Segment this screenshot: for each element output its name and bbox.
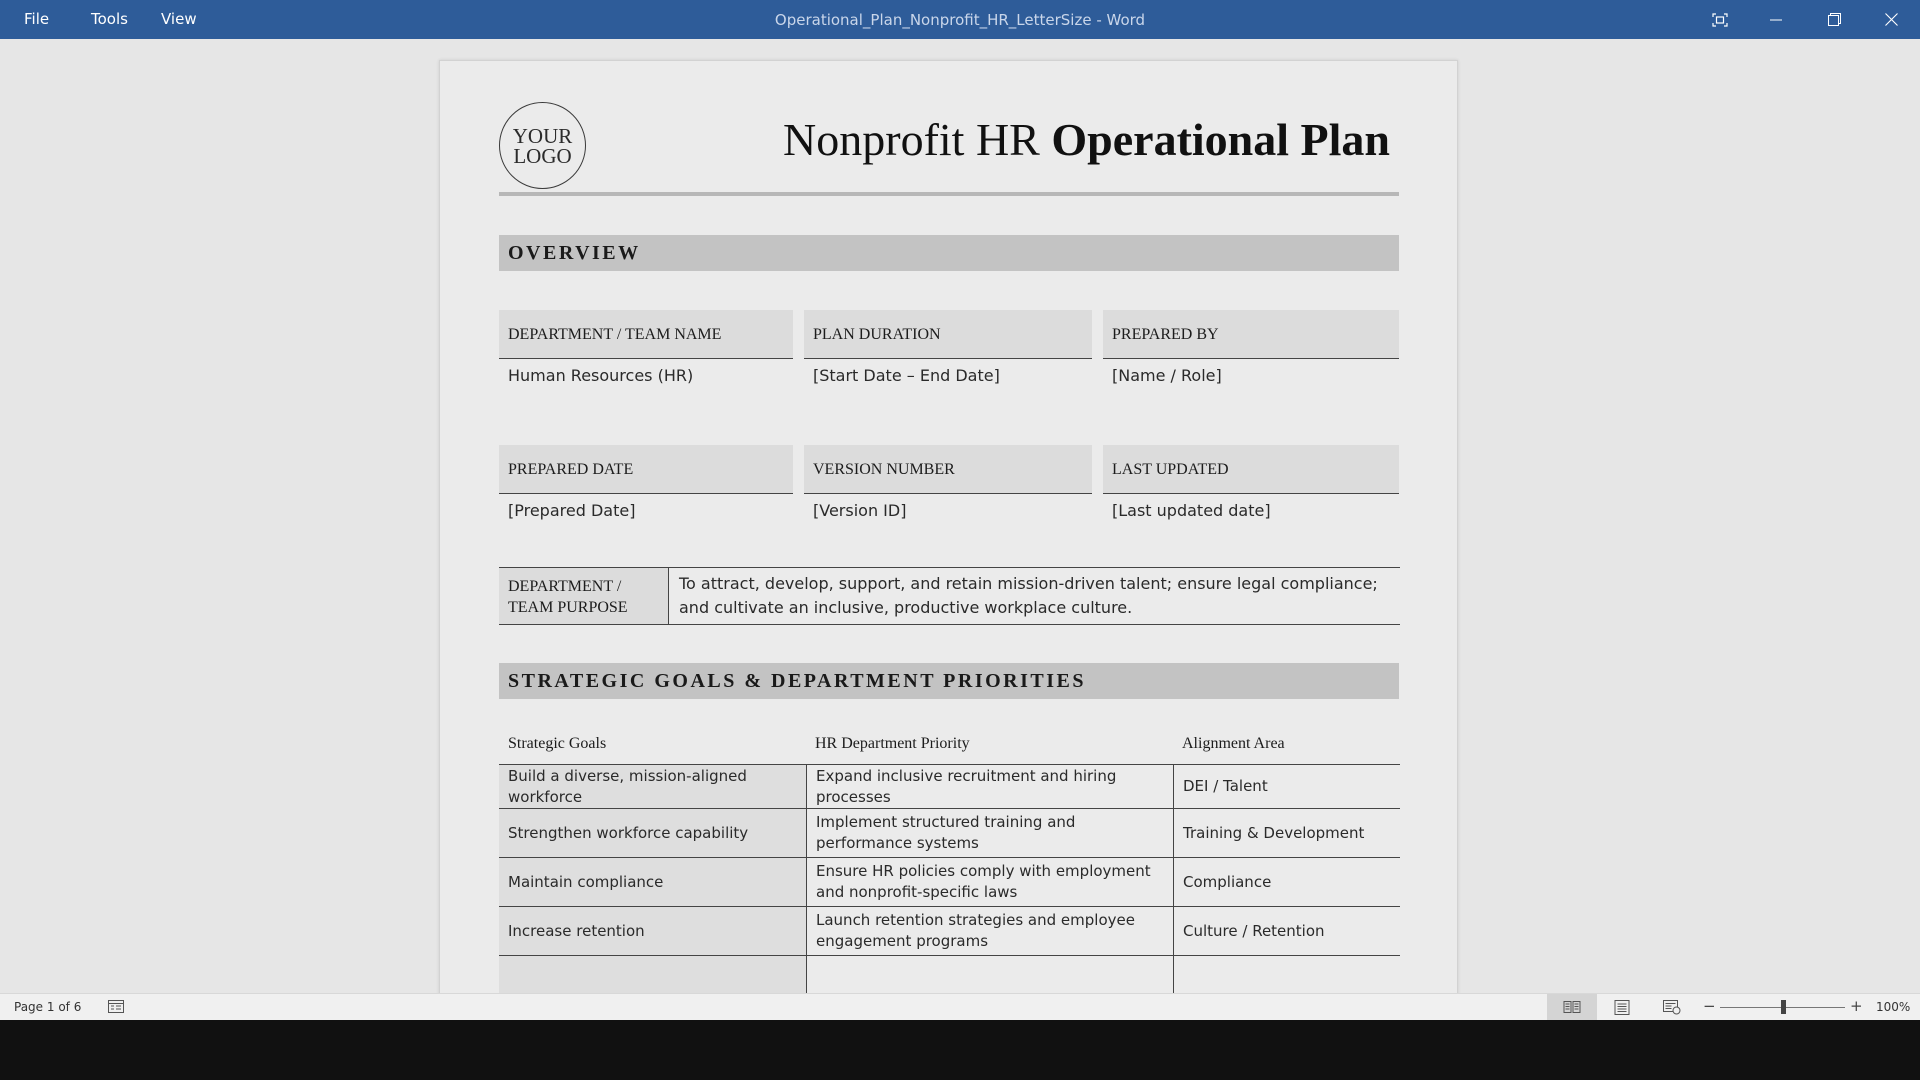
print-layout-icon xyxy=(1614,1000,1630,1015)
title-bar xyxy=(0,0,1920,39)
field-label-plan-duration: PLAN DURATION xyxy=(804,310,1092,359)
table-cell[interactable]: Implement structured training and performance systems xyxy=(806,809,1173,857)
proofing-icon xyxy=(108,999,124,1014)
field-label-last-updated: LAST UPDATED xyxy=(1103,445,1399,494)
focus-mode-button[interactable] xyxy=(1692,0,1748,39)
window-title: Operational_Plan_Nonprofit_HR_LetterSize - Word xyxy=(774,11,1146,29)
page-count[interactable]: Page 1 of 6 xyxy=(14,1000,82,1014)
field-value-version-number[interactable]: [Version ID] xyxy=(813,501,907,520)
restore-icon xyxy=(1828,13,1841,26)
table-header-row xyxy=(499,723,1400,765)
taskbar-area xyxy=(0,1020,1920,1080)
document-title-regular: Nonprofit HR xyxy=(783,114,1052,165)
column-header-alignment-area: Alignment Area xyxy=(1182,735,1285,752)
table-row xyxy=(499,956,1400,993)
table-cell[interactable] xyxy=(499,956,806,993)
table-cell[interactable]: Strengthen workforce capability xyxy=(499,809,806,857)
menu-view[interactable]: View xyxy=(161,10,197,28)
table-cell[interactable] xyxy=(1173,956,1400,993)
zoom-slider-thumb[interactable] xyxy=(1781,1000,1786,1014)
print-layout-button[interactable] xyxy=(1597,994,1647,1020)
web-layout-button[interactable] xyxy=(1647,994,1697,1020)
table-cell[interactable]: Launch retention strategies and employee engagement programs xyxy=(806,907,1173,955)
minimize-button[interactable] xyxy=(1748,0,1804,39)
purpose-label: DEPARTMENT / TEAM PURPOSE xyxy=(499,568,669,624)
document-page[interactable] xyxy=(439,60,1458,993)
logo-placeholder xyxy=(499,102,586,189)
status-bar xyxy=(0,993,1920,1020)
table-cell[interactable]: Build a diverse, mission-aligned workforce xyxy=(499,765,806,808)
field-value-prepared-date[interactable]: [Prepared Date] xyxy=(508,501,636,520)
purpose-text[interactable]: To attract, develop, support, and retain mission-driven talent; ensure legal compliance; and cultivate an inclusive, productive workplace culture. xyxy=(679,574,1378,617)
title-divider xyxy=(499,192,1399,196)
zoom-in-button[interactable]: + xyxy=(1850,997,1863,1015)
overview-heading: OVERVIEW xyxy=(499,235,1399,271)
field-value-department[interactable]: Human Resources (HR) xyxy=(508,366,694,385)
field-value-prepared-by[interactable]: [Name / Role] xyxy=(1112,366,1222,385)
table-cell[interactable]: Ensure HR policies comply with employment and nonprofit-specific laws xyxy=(806,858,1173,906)
table-cell[interactable]: Maintain compliance xyxy=(499,858,806,906)
read-mode-icon xyxy=(1563,1000,1581,1014)
focus-mode-icon xyxy=(1712,13,1728,27)
proofing-status[interactable] xyxy=(108,999,124,1017)
zoom-out-button[interactable]: − xyxy=(1703,997,1716,1015)
table-cell[interactable]: Increase retention xyxy=(499,907,806,955)
minimize-icon xyxy=(1770,14,1782,26)
table-row xyxy=(499,858,1400,907)
table-cell[interactable]: Compliance xyxy=(1173,858,1400,906)
field-label-prepared-by: PREPARED BY xyxy=(1103,310,1399,359)
close-icon xyxy=(1885,13,1898,26)
field-value-plan-duration[interactable]: [Start Date – End Date] xyxy=(813,366,1000,385)
menu-file[interactable]: File xyxy=(24,10,50,28)
close-button[interactable] xyxy=(1863,0,1919,39)
field-label-prepared-date: PREPARED DATE xyxy=(499,445,793,494)
column-header-strategic-goals: Strategic Goals xyxy=(508,735,607,752)
field-label-department: DEPARTMENT / TEAM NAME xyxy=(499,310,793,359)
table-cell[interactable] xyxy=(806,956,1173,993)
table-cell[interactable]: DEI / Talent xyxy=(1173,765,1400,808)
zoom-level[interactable]: 100% xyxy=(1876,1000,1911,1014)
menu-tools[interactable]: Tools xyxy=(91,10,128,28)
read-mode-button[interactable] xyxy=(1547,994,1597,1020)
logo-text: YOUR LOGO xyxy=(512,123,573,168)
restore-button[interactable] xyxy=(1806,0,1862,39)
table-cell[interactable]: Training & Development xyxy=(1173,809,1400,857)
document-title xyxy=(783,113,1390,166)
table-cell[interactable]: Culture / Retention xyxy=(1173,907,1400,955)
table-cell[interactable]: Expand inclusive recruitment and hiring processes xyxy=(806,765,1173,808)
column-header-hr-priority: HR Department Priority xyxy=(815,735,970,752)
table-row xyxy=(499,765,1400,809)
web-layout-icon xyxy=(1663,1000,1681,1015)
field-value-last-updated[interactable]: [Last updated date] xyxy=(1112,501,1271,520)
document-workspace[interactable] xyxy=(0,39,1920,993)
purpose-row xyxy=(499,567,1400,625)
document-title-bold: Operational Plan xyxy=(1051,114,1390,165)
field-label-version-number: VERSION NUMBER xyxy=(804,445,1092,494)
strategic-goals-table xyxy=(499,723,1400,993)
table-row xyxy=(499,907,1400,956)
strategic-goals-heading: STRATEGIC GOALS & DEPARTMENT PRIORITIES xyxy=(499,663,1399,699)
table-row xyxy=(499,809,1400,858)
